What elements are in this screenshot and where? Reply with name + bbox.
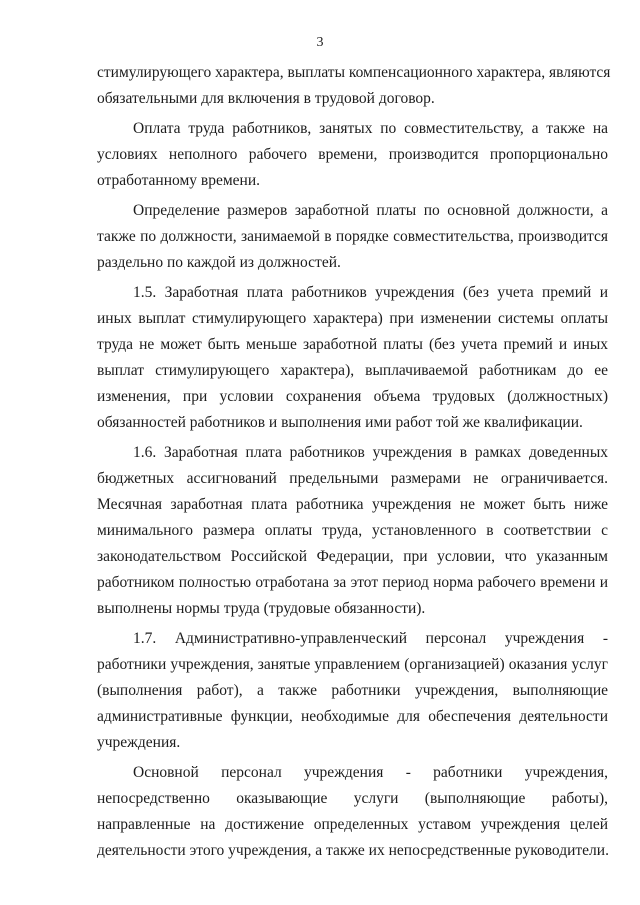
text-line: также по должности, занимаемой в порядке совместительства, производится xyxy=(97,228,608,245)
text-line: (выполнения работ), а также работники учреждения, выполняющие xyxy=(97,682,608,699)
text-line: отработанному времени. xyxy=(97,172,260,189)
text-line: работники учреждения, занятые управлением (организацией) оказания услуг xyxy=(97,656,608,673)
text-line: условиях неполного рабочего времени, производится пропорционально xyxy=(97,146,608,163)
text-line: законодательством Российской Федерации, при условии, что указанным xyxy=(97,548,608,565)
text-line: 1.6. Заработная плата работников учреждения в рамках доведенных xyxy=(133,444,608,461)
paragraph xyxy=(97,626,608,756)
text-line: иных выплат стимулирующего характера) при изменении системы оплаты xyxy=(97,310,608,327)
text-line: работником полностью отработана за этот период норма рабочего времени и xyxy=(97,574,608,591)
text-line: Месячная заработная плата работника учреждения не может быть ниже xyxy=(97,496,608,513)
text-line: 1.7. Административно-управленческий персонал учреждения - xyxy=(133,630,608,647)
text-line: направленные на достижение определенных уставом учреждения целей xyxy=(97,816,608,833)
text-line: непосредственно оказывающие услуги (выполняющие работы), xyxy=(97,790,608,807)
text-line: Определение размеров заработной платы по основной должности, а xyxy=(133,202,608,219)
paragraph xyxy=(97,60,611,112)
text-line: стимулирующего характера, выплаты компенсационного характера, являются xyxy=(97,64,611,81)
text-line: минимального размера оплаты труда, установленного в соответствии с xyxy=(97,522,608,539)
text-line: бюджетных ассигнований предельными размерами не ограничивается. xyxy=(97,470,608,487)
text-line: Оплата труда работников, занятых по совместительству, а также на xyxy=(133,120,608,137)
paragraph xyxy=(97,280,608,436)
text-line: административные функции, необходимые для обеспечения деятельности xyxy=(97,708,608,725)
paragraph xyxy=(97,116,608,194)
text-line: раздельно по каждой из должностей. xyxy=(97,254,341,271)
text-line: изменения, при условии сохранения объема трудовых (должностных) xyxy=(97,388,608,405)
text-line: учреждения. xyxy=(97,734,181,751)
document-body xyxy=(97,60,611,868)
text-line: 1.5. Заработная плата работников учреждения (без учета премий и xyxy=(133,284,608,301)
page-number: 3 xyxy=(316,35,324,50)
text-line: выполнены нормы труда (трудовые обязанности). xyxy=(97,600,426,617)
text-line: деятельности этого учреждения, а также их непосредственные руководители. xyxy=(97,842,609,859)
paragraph xyxy=(97,760,608,864)
text-line: обязательными для включения в трудовой договор. xyxy=(97,90,435,107)
paragraph-gap xyxy=(97,865,608,868)
text-line: выплат стимулирующего характера), выплачиваемой работникам до ее xyxy=(97,362,608,379)
text-line: труда не может быть меньше заработной платы (без учета премий и иных xyxy=(97,336,608,353)
paragraph xyxy=(97,440,608,622)
text-line: обязанностей работников и выполнения ими работ той же квалификации. xyxy=(97,414,583,431)
text-line: Основной персонал учреждения - работники учреждения, xyxy=(133,764,608,781)
paragraph xyxy=(97,198,608,276)
